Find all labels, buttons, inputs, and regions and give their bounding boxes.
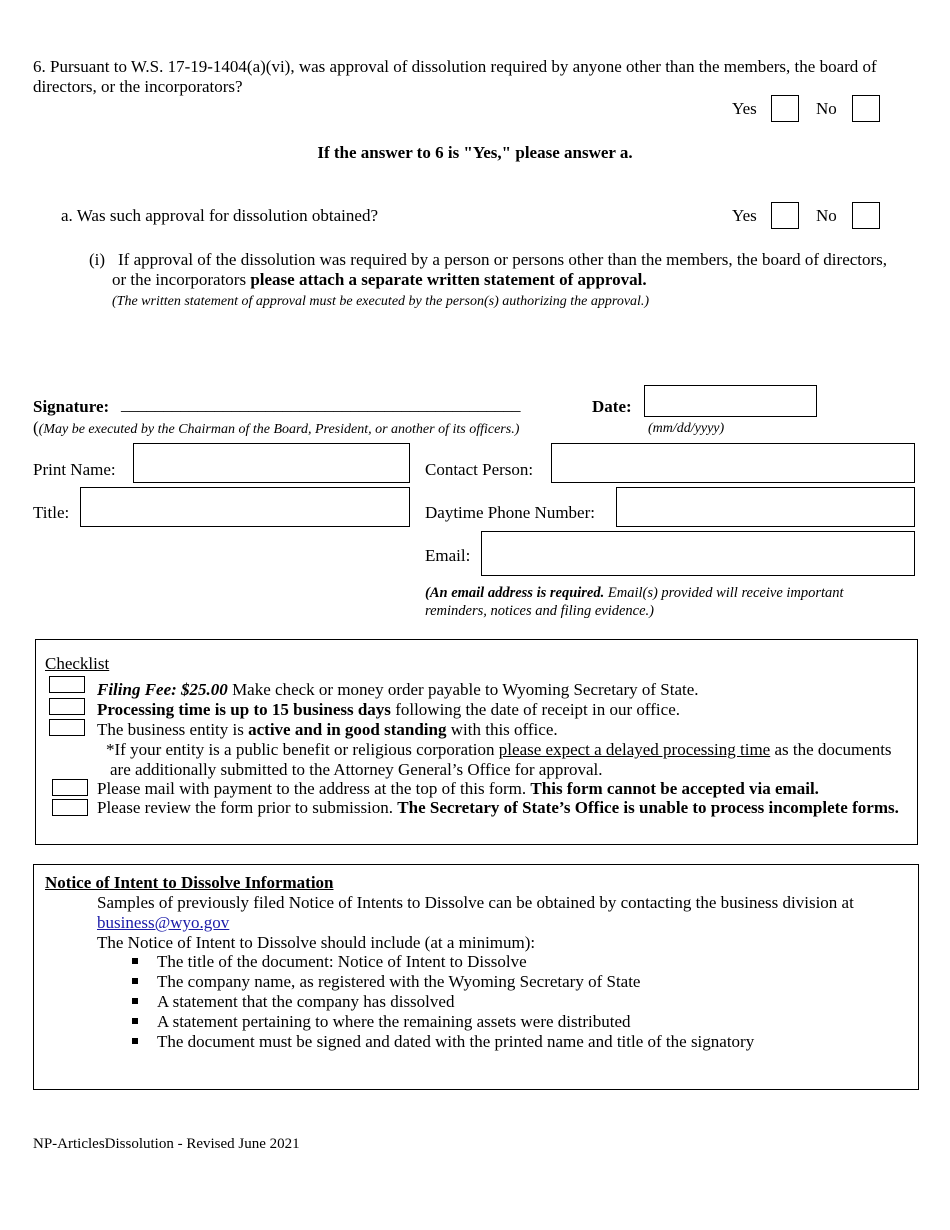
q6-no-checkbox[interactable] [852, 95, 880, 122]
date-format-hint: (mm/dd/yyyy) [648, 421, 725, 436]
delay-note-underline: please expect a delayed processing time [498, 740, 771, 759]
date-input[interactable] [644, 385, 817, 417]
item-i-text [112, 250, 902, 290]
q6-yes-checkbox[interactable] [771, 95, 799, 122]
title-input[interactable] [80, 487, 410, 527]
question-6-text: 6. Pursuant to W.S. 17-19-1404(a)(vi), was approval of dissolution required by anyone other than the members, the board of directors, or the incorporators? [33, 57, 877, 96]
q6-no-label: No [816, 99, 837, 118]
good-standing-pre: The business entity is [97, 720, 249, 739]
date-label: Date: [592, 397, 632, 416]
print-name-label: Print Name: [33, 460, 116, 479]
qa-yes-checkbox[interactable] [771, 202, 799, 229]
processing-rest: following the date of receipt in our office. [390, 700, 680, 719]
review-bold: The Secretary of State’s Office is unable to process incomplete forms. [397, 798, 899, 817]
list-item: The company name, as registered with the Wyoming Secretary of State [97, 972, 877, 992]
good-standing-bold: active and in good standing [248, 720, 447, 739]
qa-yes-label: Yes [732, 206, 757, 225]
notice-include-text: The Notice of Intent to Dissolve should include (at a minimum): [97, 933, 536, 952]
list-item: A statement that the company has dissolved [97, 992, 877, 1012]
notice-intro [97, 893, 897, 933]
list-item: A statement pertaining to where the remaining assets were distributed [97, 1012, 877, 1032]
signature-label: Signature: [33, 397, 110, 416]
checklist-item-delay-note [106, 740, 910, 780]
checklist-checkbox-good-standing[interactable] [49, 719, 85, 736]
checklist-checkbox-filing-fee[interactable] [49, 676, 85, 693]
checklist-checkbox-processing[interactable] [49, 698, 85, 715]
checklist-checkbox-review[interactable] [52, 799, 88, 816]
list-item: The document must be signed and dated with the printed name and title of the signatory [97, 1032, 877, 1052]
form-footer: NP-ArticlesDissolution - Revised June 2021 [33, 1136, 300, 1152]
checklist-checkbox-mail[interactable] [52, 779, 88, 796]
question-a-text: a. Was such approval for dissolution obtained? [61, 206, 378, 225]
mail-bold: This form cannot be accepted via email. [530, 779, 819, 798]
checklist-title: Checklist [45, 654, 110, 673]
review-pre: Please review the form prior to submission. [97, 798, 398, 817]
email-label: Email: [425, 546, 471, 565]
list-item: The title of the document: Notice of Intent to Dissolve [97, 952, 877, 972]
good-standing-rest: with this office. [446, 720, 558, 739]
item-i-prefix: (i) [89, 250, 106, 269]
checklist-item-review [97, 798, 899, 818]
filing-fee-text: Filing Fee: $25.00 [97, 680, 228, 699]
checklist-item-processing [97, 700, 680, 720]
filing-fee-rest: Make check or money order payable to Wyoming Secretary of State. [227, 680, 699, 699]
contact-person-label: Contact Person: [425, 460, 534, 479]
delay-note-pre: *If your entity is a public benefit or religious corporation [106, 740, 499, 759]
item-i-note: (The written statement of approval must be executed by the person(s) authorizing the approval.) [112, 294, 650, 309]
delay-note-rest: as the documents are additionally submitted to the Attorney General’s Office for approval. [110, 740, 892, 779]
email-note-bold: (An email address is required. [425, 585, 605, 601]
notice-title: Notice of Intent to Dissolve Information [45, 873, 334, 892]
phone-input[interactable] [616, 487, 915, 527]
contact-person-input[interactable] [551, 443, 915, 483]
checklist-item-mail [97, 779, 819, 799]
notice-bullet-list [97, 952, 877, 1052]
email-note [425, 584, 845, 620]
checklist-item-filing-fee [97, 680, 699, 700]
phone-label: Daytime Phone Number: [425, 503, 595, 522]
conditional-heading: If the answer to 6 is "Yes," please answer a. [317, 143, 633, 162]
signature-note-text: (May be executed by the Chairman of the Board, President, or another of its officers.) [38, 422, 520, 437]
item-i-text-part1: If approval of the dissolution was required by a person or persons other than the members, the board of directors, or the incorporators [112, 250, 888, 289]
signature-line[interactable]: _______________________________________________ [121, 395, 521, 414]
signature-note: ((May be executed by the Chairman of the Board, President, or another of its officers.) [33, 418, 520, 437]
business-email-link[interactable]: business@wyo.gov [97, 913, 230, 932]
email-input[interactable] [481, 531, 915, 576]
qa-no-label: No [816, 206, 837, 225]
q6-yes-label: Yes [732, 99, 757, 118]
qa-no-checkbox[interactable] [852, 202, 880, 229]
checklist-item-good-standing [97, 720, 558, 740]
processing-bold: Processing time is up to 15 business days [97, 700, 391, 719]
notice-intro-text: Samples of previously filed Notice of Intents to Dissolve can be obtained by contacting the business division at [97, 893, 854, 912]
title-label: Title: [33, 503, 70, 522]
mail-pre: Please mail with payment to the address at the top of this form. [97, 779, 531, 798]
item-i-text-bold: please attach a separate written statement of approval. [250, 270, 647, 289]
email-note-rest: Email(s) provided will receive important reminders, notices and filing evidence.) [425, 585, 844, 619]
print-name-input[interactable] [133, 443, 410, 483]
